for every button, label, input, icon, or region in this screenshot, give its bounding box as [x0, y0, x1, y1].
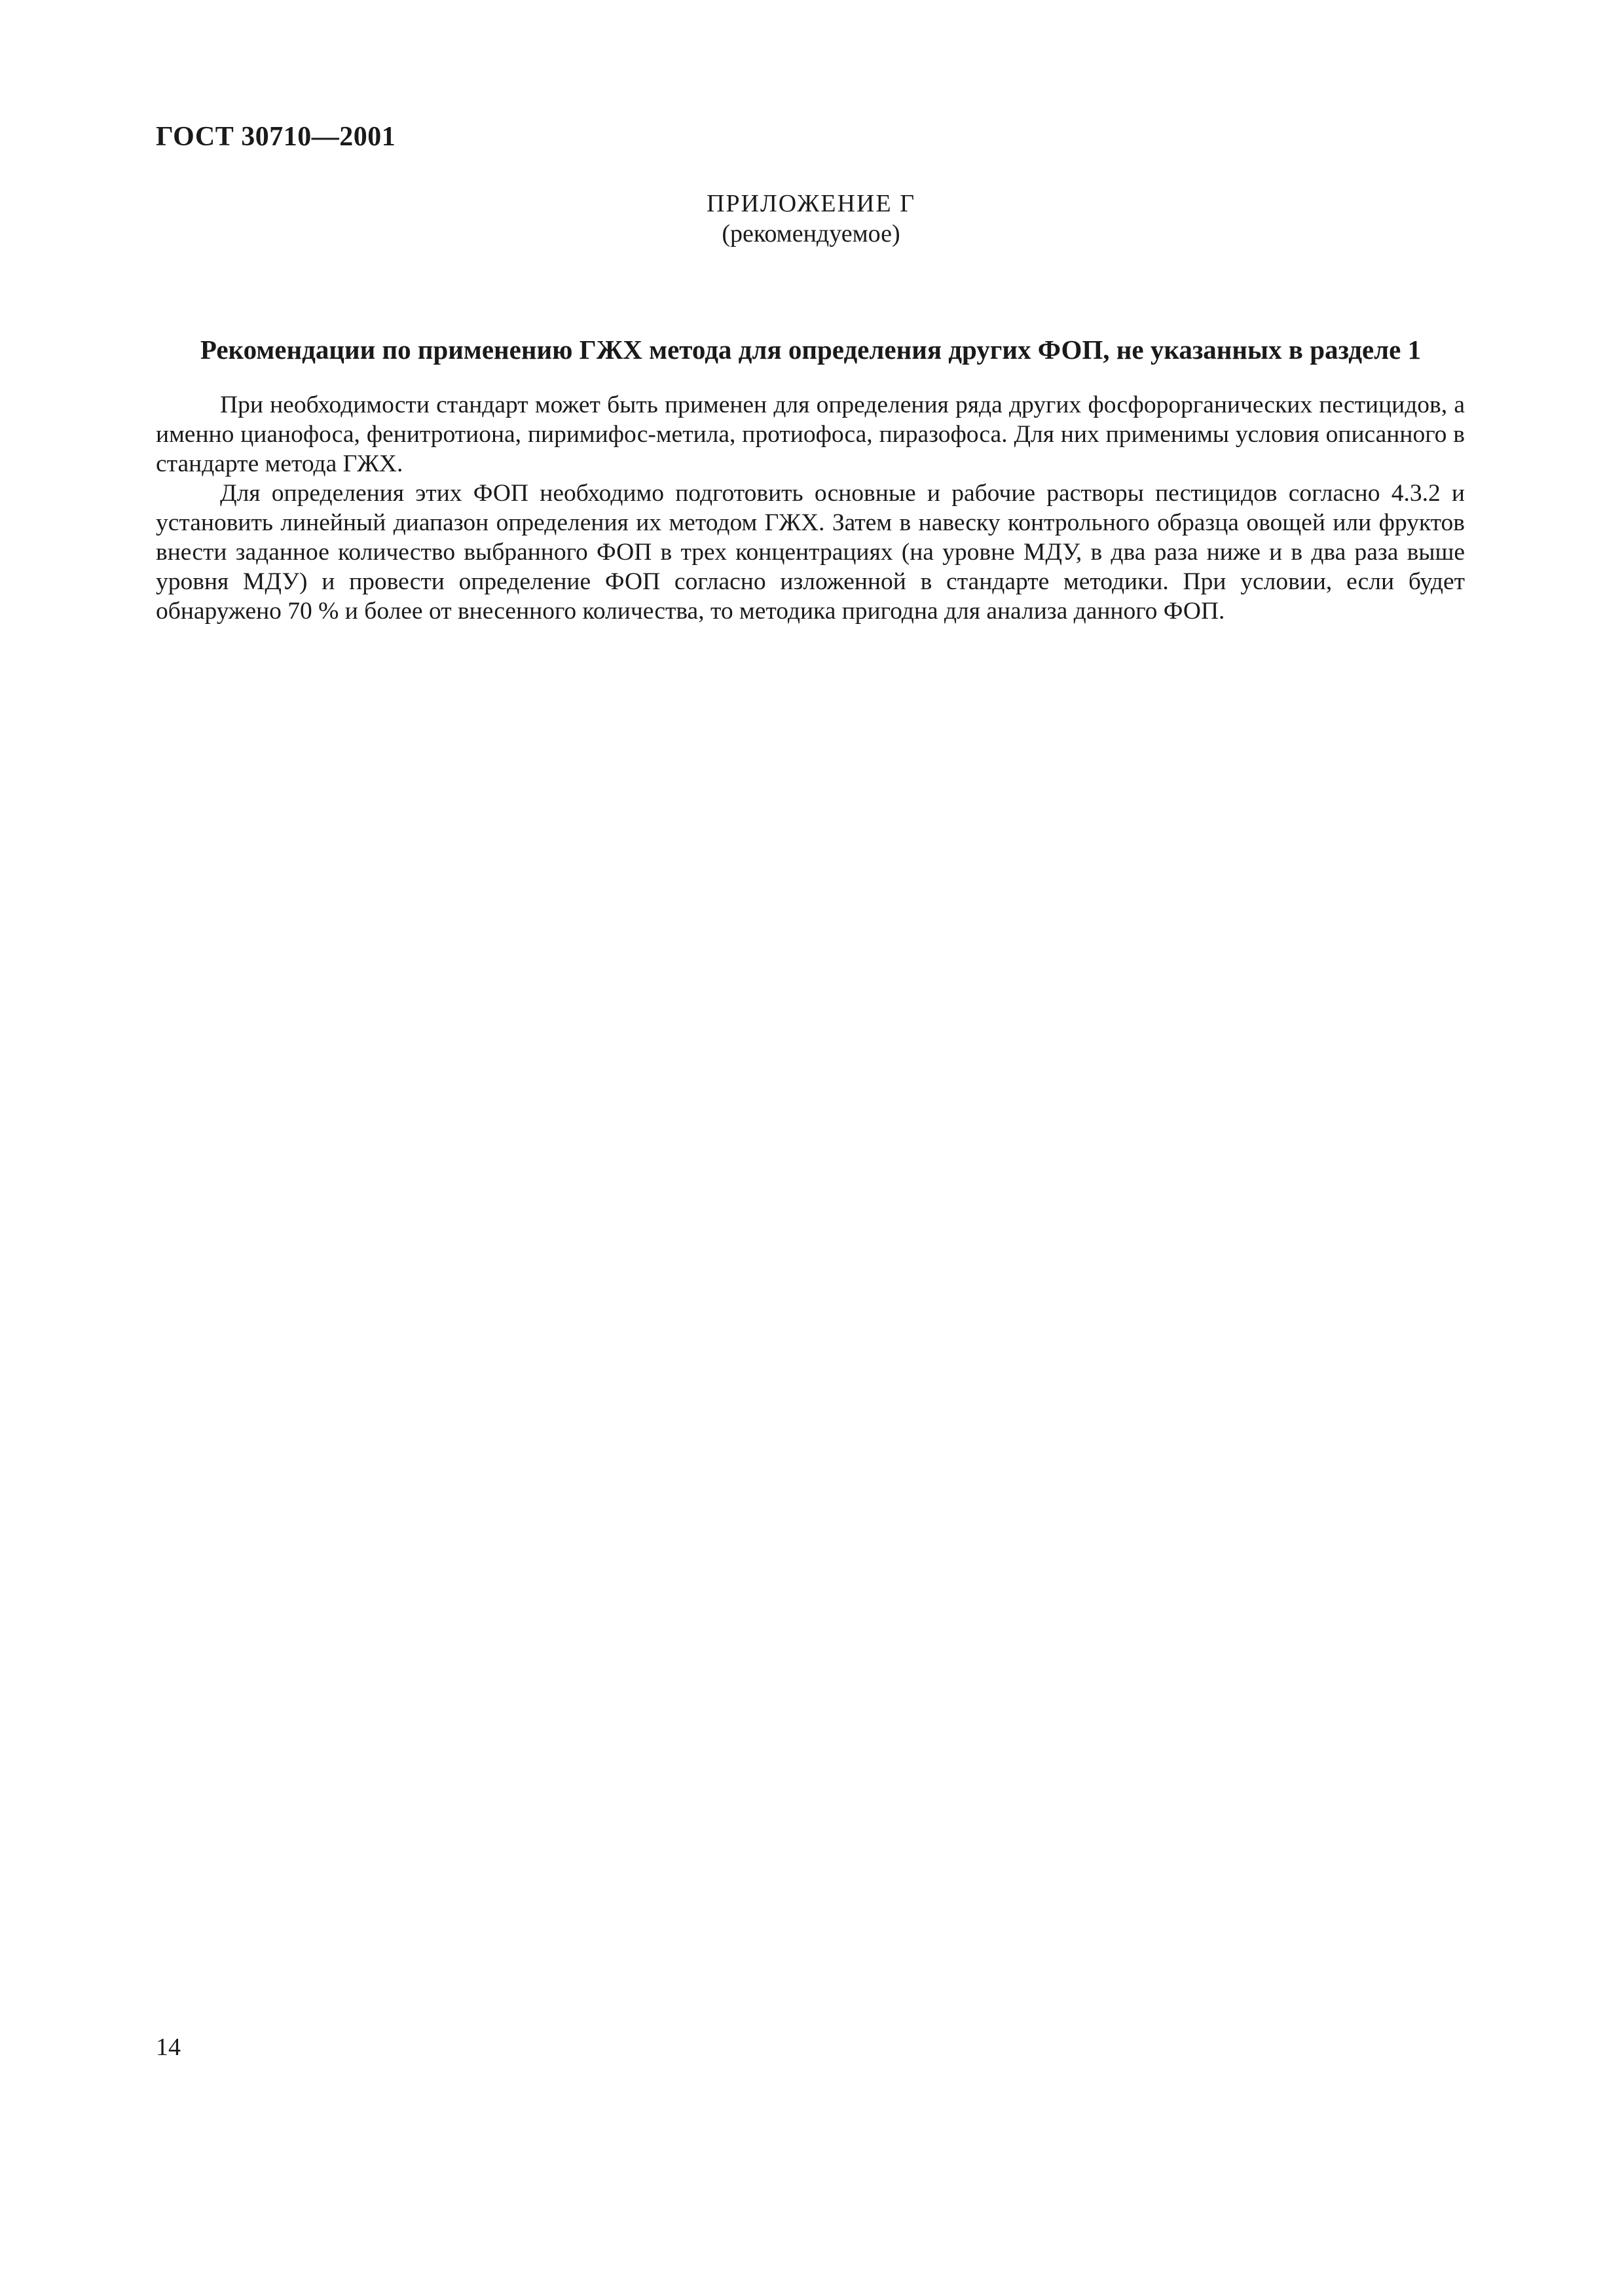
body-text [156, 390, 1465, 626]
document-code: ГОСТ 30710—2001 [156, 122, 396, 152]
paragraph-1: При необходимости стандарт может быть применен для определения ряда других фосфорорганических пестицидов, а именно цианофоса, фенитротиона, пиримифос-метила, протиофоса, пиразофоса. Для них применимы условия описанного в стандарте метода ГЖХ. [156, 392, 1465, 477]
page-number: 14 [156, 2033, 181, 2061]
paragraph-2: Для определения этих ФОП необходимо подготовить основные и рабочие растворы пестицидов согласно 4.3.2 и установить линейный диапазон определения их методом ГЖХ. Затем в навеску контрольного образца овощей или фруктов внести заданное количество выбранного ФОП в трех концентрациях (на уровне МДУ, в два раза ниже и в два раза выше уровня МДУ) и провести определение ФОП согласно изложенной в стандарте методики. При условии, если будет обнаружено 70 % и более от внесенного количества, то методика пригодна для анализа данного ФОП. [156, 480, 1465, 625]
annex-header [0, 189, 1622, 249]
annex-status: (рекомендуемое) [722, 220, 900, 247]
section-heading: Рекомендации по применению ГЖХ метода для определения других ФОП, не указанных в разделе 1 [200, 335, 1422, 365]
annex-title: ПРИЛОЖЕНИЕ Г [706, 190, 916, 217]
